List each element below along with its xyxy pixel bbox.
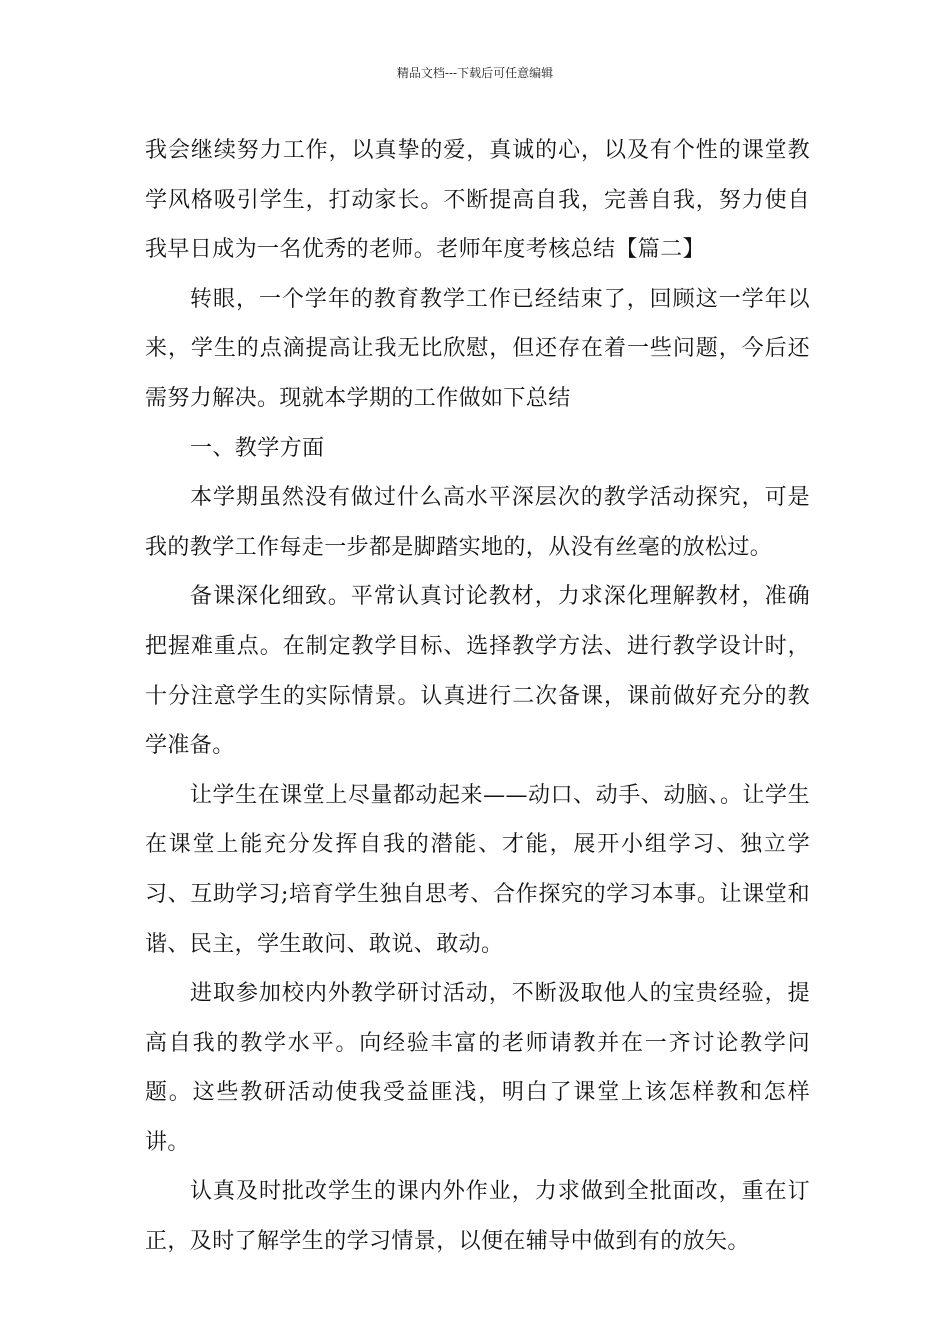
paragraph: 本学期虽然没有做过什么高水平深层次的教学活动探究，可是我的教学工作每走一步都是脚踏实地的，从没有丝毫的放松过。 — [145, 485, 810, 560]
paragraph: 我会继续努力工作，以真挚的爱，真诚的心，以及有个性的课堂教学风格吸引学生，打动家长。不断提高自我，完善自我，努力使自我早日成为一名优秀的老师。老师年度考核总结【篇二】 — [145, 138, 810, 263]
paragraph: 让学生在课堂上尽量都动起来——动口、动手、动脑、。让学生在课堂上能充分发挥自我的潜能、才能，展开小组学习、独立学习、互助学习;培育学生独自思考、合作探究的学习本事。让课堂和谐、民主，学生敢问、敢说、敢动。 — [145, 782, 810, 957]
section-heading: 一、教学方面 — [190, 435, 325, 461]
paragraph: 认真及时批改学生的课内外作业，力求做到全批面改，重在订正，及时了解学生的学习情景，以便在辅导中做到有的放矢。 — [145, 1179, 810, 1255]
paragraph: 转眼，一个学年的教育教学工作已经结束了，回顾这一学年以来，学生的点滴提高让我无比欣慰，但还存在着一些问题，今后还需努力解决。现就本学期的工作做如下总结 — [145, 286, 810, 411]
paragraph: 进取参加校内外教学研讨活动，不断汲取他人的宝贵经验，提高自我的教学水平。向经验丰富的老师请教并在一齐讨论教学问题。这些教研活动使我受益匪浅，明白了课堂上该怎样教和怎样讲。 — [145, 981, 810, 1155]
document-body — [145, 126, 810, 1267]
page-header: 精品文档---下载后可任意编辑 — [396, 66, 554, 80]
paragraph: 备课深化细致。平常认真讨论教材，力求深化理解教材，准确把握难重点。在制定教学目标、选择教学方法、进行教学设计时，十分注意学生的实际情景。认真进行二次备课，课前做好充分的教学准备。 — [145, 584, 810, 759]
